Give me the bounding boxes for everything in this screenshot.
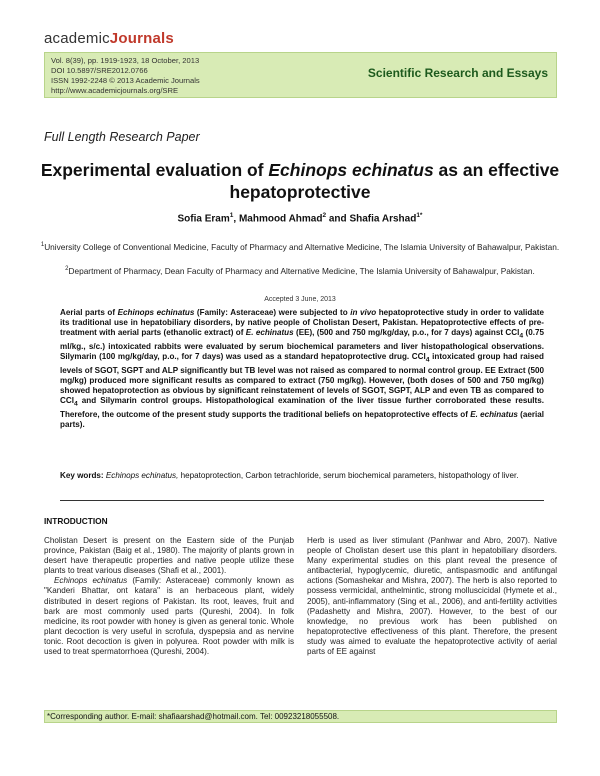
- section-heading-introduction: INTRODUCTION: [44, 516, 108, 526]
- authors: [30, 212, 570, 224]
- affiliation-1-text: University College of Conventional Medicine, Faculty of Pharmacy and Alternative Medicine, The Islamia University of Bahawalpur, Pakistan.: [44, 241, 560, 252]
- intro-paragraph-2-text: (Family: Asteraceae) commonly known as "Kanderi Bhattar, ont katara" is an herbaceous plant, widely distributed in desert regions of Pakistan. Its root, leaves, fruit and bark are most commonly used parts (Qureshi, 2004). In folk medicine, its root powder with honey is given as general tonic. Whole plant decoction is very useful in scrofula, dyspepsia and as nervine tonic. Root decoction is given in polyurea. Root powder with milk is used to treat spermatorrhoea (Qureshi, 2004).: [44, 576, 294, 657]
- meta-url[interactable]: http://www.academicjournals.org/SRE: [51, 86, 179, 95]
- publisher-logo: [44, 30, 174, 47]
- accepted-date: Accepted 3 June, 2013: [264, 296, 336, 303]
- meta-volume: Vol. 8(39), pp. 1919-1923, 18 October, 2013: [51, 56, 200, 65]
- corresponding-author-footnote: *Corresponding author. E-mail: shafiaarshad@hotmail.com. Tel: 00923218055508.: [44, 710, 557, 723]
- affiliation-1: [40, 240, 560, 253]
- intro-paragraph-2: [44, 576, 294, 657]
- abstract-text: (aerial parts).: [60, 409, 544, 429]
- logo-text-journals: Journals: [109, 30, 174, 47]
- abstract-subscript: 4: [73, 400, 78, 408]
- title-species: Echinops echinatus: [268, 160, 434, 180]
- author-sep: and: [326, 213, 350, 225]
- author-2-affil: 2: [322, 212, 327, 219]
- intro-species: Echinops echinatus: [54, 576, 128, 586]
- abstract-text: (EE), (500 and 750 mg/kg/day, p.o., for 7 days) against CCl: [293, 328, 520, 338]
- paper-type: Full Length Research Paper: [44, 130, 200, 144]
- intro-paragraph-3: Herb is used as liver stimulant (Panhwar and Abro, 2007). Native people of Cholistan desert use this plant in hepatobiliary disorders. Many experimental studies on this plant reveal the presence of antibacterial, hypoglycemic, diuretic, antispasmodic and antifungal actions (Somashekar and Mishra, 2007). The herb is also reported to possess vermicidal, anthelmintic, strong molluscicidal (Hymete et al., 2005), anti-inflammatory (Sing et al., 2006), and anti-fertility activities (Padashetty and Mishra, 2007). However, to the best of our knowledge, no previous work has been published on hepatoprotective effectiveness of this plant. Therefore, the present study was aimed to evaluate the hepatoprotective activity of aerial parts of EE against: [307, 536, 557, 657]
- affiliation-2-text: Department of Pharmacy, Dean Faculty of Pharmacy and Alternative Medicine, The Islamia University of Bahawalpur, Pakistan.: [68, 265, 535, 276]
- logo-text-academic: academic: [44, 30, 110, 47]
- section-divider: [60, 500, 544, 501]
- journal-meta: [51, 56, 200, 96]
- abstract-species: E. echinatus: [245, 328, 294, 338]
- author-1-affil: 1: [229, 212, 234, 219]
- abstract-subscript: 4: [519, 332, 524, 340]
- affiliation-2: [40, 264, 560, 277]
- abstract-text: Aerial parts of: [60, 308, 118, 317]
- abstract-species: E. echinatus: [470, 409, 518, 419]
- paper-title: [30, 159, 570, 203]
- author-3-affil: 1*: [416, 212, 423, 219]
- journal-name: Scientific Research and Essays: [367, 66, 548, 80]
- abstract-italic: in vivo: [350, 308, 377, 317]
- affiliation-1-number: 1: [40, 242, 45, 248]
- keywords: [60, 471, 544, 481]
- author-sep: ,: [233, 213, 239, 225]
- intro-column-right: [307, 536, 557, 657]
- abstract-species: Echinops echinatus: [117, 308, 195, 317]
- abstract-text: (Family: Asteraceae) were subjected to: [194, 308, 351, 317]
- keywords-species: Echinops echinatus,: [105, 471, 179, 480]
- journal-header: [44, 52, 557, 98]
- abstract-text: (0.75 ml/kg., s/c.) intoxicated rabbits were evaluated by serum biochemical parameters and liver histopathological observations. Silymarin (100 mg/kg/day, p.o., for 7 days) was used as a standard hepatoprotective drug. CCl: [60, 328, 544, 361]
- meta-doi: DOI 10.5897/SRE2012.0766: [51, 66, 148, 75]
- intro-paragraph-1: Cholistan Desert is present on the Eastern side of the Punjab province, Pakistan (Baig et al., 1980). The majority of plants grown in desert have therapeutic properties and native people utilize these plants to treat various diseases (Shafi et al., 2001).: [44, 536, 294, 576]
- author-1: Sofia Eram: [177, 213, 230, 225]
- title-part2: as an effective hepatoprotective: [229, 160, 560, 202]
- abstract-text: and Silymarin control groups. Histopathological examination of the liver tissue further corroborated these results. Therefore, the outcome of the present study supports the traditional beliefs on hepatoprotective effects of: [60, 395, 544, 419]
- meta-issn: ISSN 1992-2248 © 2013 Academic Journals: [51, 76, 200, 85]
- title-part1: Experimental evaluation of: [40, 160, 269, 180]
- abstract-text: intoxicated group had raised levels of SGOT, SGPT and ALP significantly but TB level was not raised as compared to normal control group. EE Extract (500 mg/kg) produced more significant results as compared to extract (750 mg/kg). However, (both doses of 500 and 750 mg/kg) showed hepatoprotection as obvious by significant reinstatement of levels of SGOT, SGPT, ALP and even TB as compared to CCl: [60, 351, 545, 405]
- keywords-list: hepatoprotection, Carbon tetrachloride, serum biochemical parameters, histopathology of liver.: [178, 471, 519, 480]
- keywords-label: Key words:: [60, 471, 104, 480]
- affiliation-2-number: 2: [65, 266, 69, 272]
- abstract: [60, 308, 544, 430]
- author-2: Mahmood Ahmad: [238, 213, 323, 225]
- intro-column-left: [44, 536, 294, 657]
- abstract-subscript: 4: [425, 356, 430, 364]
- author-3: Shafia Arshad: [349, 213, 417, 225]
- abstract-text: hepatoprotective study in order to validate its traditional use in hepatobiliary disorders, by native people of Cholistan Desert, Pakistan. Hepatoprotective effects of pre-treatment with aerial parts (ethanolic extract) of: [60, 308, 544, 338]
